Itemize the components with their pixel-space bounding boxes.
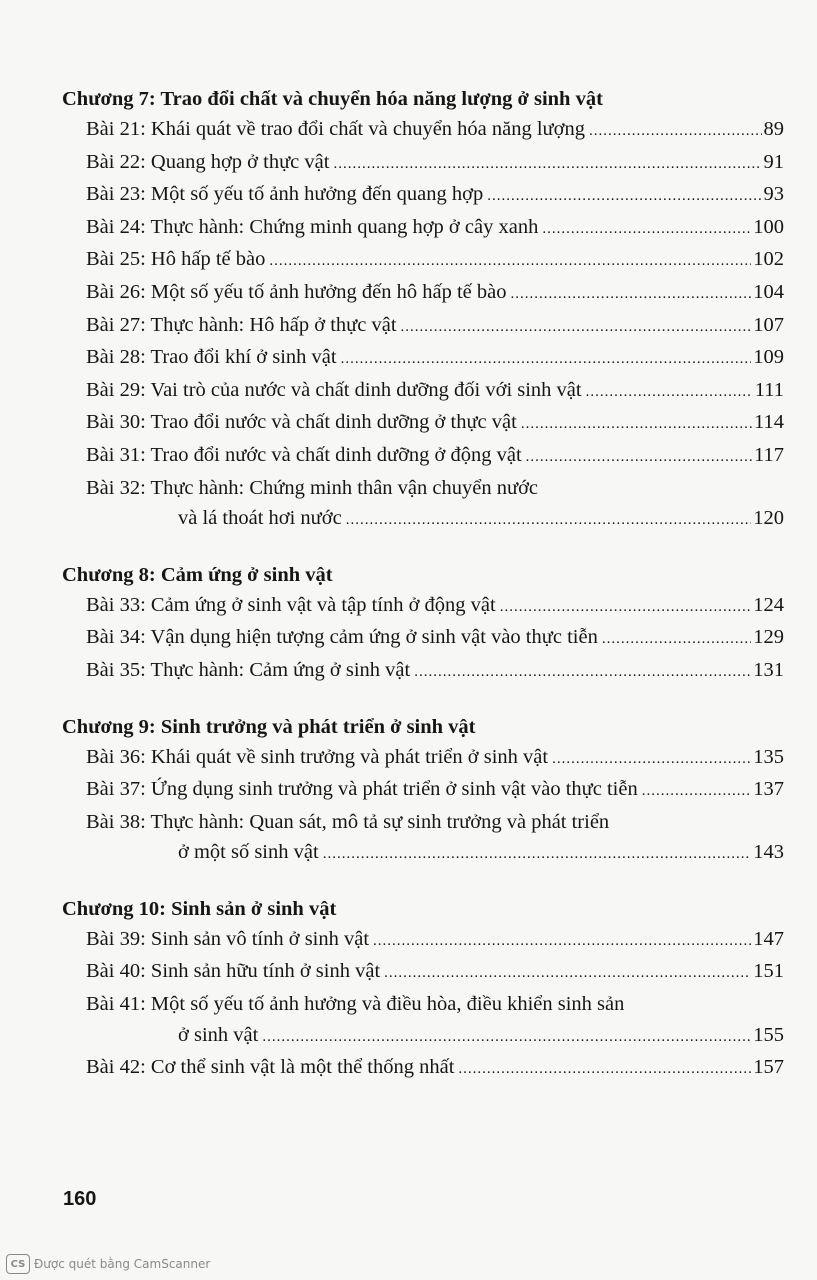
toc-entry [64,147,784,180]
toc-entry [64,212,784,245]
toc-entry [64,924,784,957]
entry-title: Bài 21: Khái quát về trao đổi chất và chuyển hóa năng lượng [86,118,586,140]
chapter-heading: Chương 9: Sinh trưởng và phát triển ở sinh vật [62,715,476,738]
toc-entry [64,440,784,473]
toc-entry-multiline [64,807,784,870]
entry-title: Bài 33: Cảm ứng ở sinh vật và tập tính ở động vật [86,593,496,616]
leader-dots [341,344,752,375]
toc-entry [64,407,784,440]
chapter-heading: Chương 7: Trao đổi chất và chuyển hóa năng lượng ở sinh vật [62,88,603,110]
chapter-9-section [64,712,784,870]
entry-page: 129 [753,626,784,649]
entry-page: 104 [753,280,784,303]
leader-dots [262,1022,751,1053]
entry-title: Bài 22: Quang hợp ở thực vật [86,150,330,173]
entry-page: 111 [754,378,784,401]
leader-dots [401,312,752,343]
entry-title-continued: ở một số sinh vật [178,841,319,864]
entry-title: Bài 38: Thực hành: Quan sát, mô tả sự sinh trưởng và phát triển [86,810,610,833]
entry-title: Bài 37: Ứng dụng sinh trưởng và phát triển ở sinh vật vào thực tiễn [86,778,638,801]
leader-dots [346,505,752,536]
entry-page: 107 [753,313,784,336]
toc-entry [64,742,784,775]
toc-entry [64,774,784,807]
chapter-10-section [64,894,784,1085]
entry-page: 151 [753,960,784,983]
leader-dots [526,442,752,473]
chapter-heading: Chương 8: Cảm ứng ở sinh vật [62,563,333,586]
entry-page: 114 [754,411,784,434]
entry-title: Bài 41: Một số yếu tố ảnh hưởng và điều hòa, điều khiển sinh sản [86,993,625,1016]
leader-dots [414,657,751,688]
entry-title: Bài 28: Trao đổi khí ở sinh vật [86,346,337,369]
leader-dots [373,926,751,957]
toc-entry [64,375,784,408]
toc-entry [64,310,784,343]
chapter-8-section [64,560,784,688]
toc-entry [64,179,784,212]
entry-page: 91 [763,150,784,173]
entry-title: Bài 30: Trao đổi nước và chất dinh dưỡng ở thực vật [86,411,517,434]
entry-title: Bài 24: Thực hành: Chứng minh quang hợp ở cây xanh [86,215,539,238]
leader-dots [511,279,752,310]
entry-title: Bài 36: Khái quát về sinh trưởng và phát triển ở sinh vật [86,745,549,768]
entry-page: 157 [753,1056,784,1079]
leader-dots [552,744,751,775]
camscanner-watermark [6,1254,210,1274]
leader-dots [521,409,752,440]
toc-entry-multiline [64,473,784,536]
leader-dots [269,246,751,277]
chapter-heading: Chương 10: Sinh sản ở sinh vật [62,897,337,920]
chapter-7-section [64,84,784,536]
entry-title: Bài 39: Sinh sản vô tính ở sinh vật [86,927,370,950]
table-of-contents [64,84,784,1109]
entry-page: 135 [753,745,784,768]
entry-title: Bài 31: Trao đổi nước và chất dinh dưỡng ở động vật [86,443,522,466]
entry-title: Bài 23: Một số yếu tố ảnh hưởng đến quang hợp [86,183,484,206]
entry-page: 89 [763,118,784,140]
leader-dots [384,958,751,989]
entry-title: Bài 32: Thực hành: Chứng minh thân vận chuyển nước [86,476,539,499]
entry-title: Bài 25: Hô hấp tế bào [86,248,266,271]
toc-entry [64,655,784,688]
toc-entry [64,956,784,989]
entry-title-continued: ở sinh vật [178,1023,259,1046]
entry-page: 155 [753,1023,784,1046]
leader-dots [487,181,761,212]
leader-dots [458,1054,751,1085]
toc-entry [64,114,784,147]
toc-entry [64,244,784,277]
entry-title: Bài 40: Sinh sản hữu tính ở sinh vật [86,960,381,983]
toc-entry [64,277,784,310]
entry-page: 124 [753,593,784,616]
entry-title: Bài 34: Vận dụng hiện tượng cảm ứng ở sinh vật vào thực tiễn [86,626,598,649]
toc-entry [64,1052,784,1085]
camscanner-text: Được quét bằng CamScanner [34,1257,211,1271]
leader-dots [542,214,751,245]
entry-title: Bài 42: Cơ thể sinh vật là một thể thống nhất [86,1056,455,1079]
leader-dots [323,839,752,870]
page-number: 160 [63,1188,97,1210]
toc-entry [64,590,784,623]
leader-dots [602,624,751,655]
entry-title: Bài 35: Thực hành: Cảm ứng ở sinh vật [86,658,411,681]
leader-dots [333,149,761,180]
entry-page: 109 [753,346,784,369]
camscanner-logo-icon: CS [6,1254,30,1274]
entry-title-continued: và lá thoát hơi nước [178,507,342,530]
entry-page: 143 [753,841,784,864]
leader-dots [500,592,752,623]
toc-entry [64,342,784,375]
entry-title: Bài 26: Một số yếu tố ảnh hưởng đến hô hấp tế bào [86,280,507,303]
leader-dots [589,116,761,147]
entry-title: Bài 29: Vai trò của nước và chất dinh dưỡng đối với sinh vật [86,378,582,401]
entry-page: 117 [754,443,784,466]
toc-entry-multiline [64,989,784,1052]
entry-page: 147 [753,927,784,950]
entry-page: 100 [753,215,784,238]
leader-dots [642,776,752,807]
leader-dots [586,377,753,408]
entry-page: 131 [753,658,784,681]
toc-entry [64,622,784,655]
entry-page: 120 [753,507,784,530]
entry-page: 93 [763,183,784,206]
entry-title: Bài 27: Thực hành: Hô hấp ở thực vật [86,313,397,336]
entry-page: 137 [753,778,784,801]
entry-page: 102 [753,248,784,271]
